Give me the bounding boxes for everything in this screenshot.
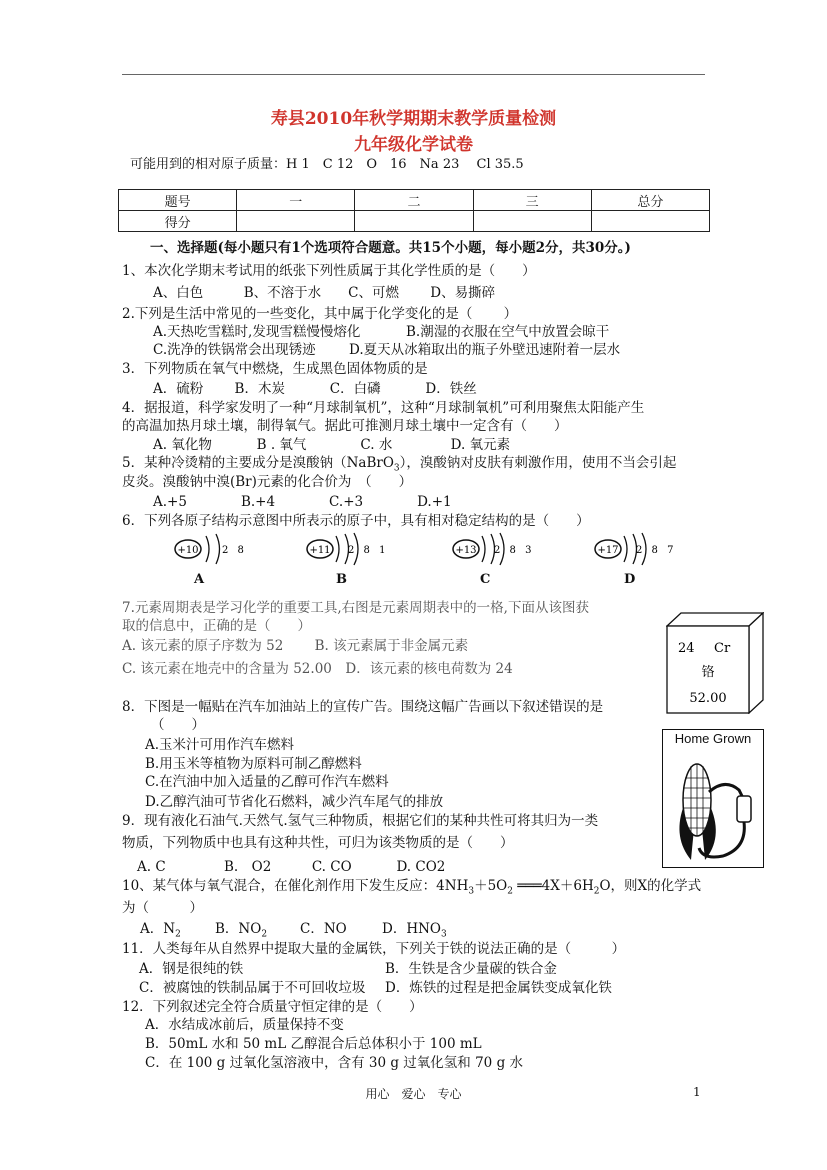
q10-option-c: C．NO bbox=[300, 921, 347, 937]
q12-option-b: B．50mL 水和 50 mL 乙醇混合后总体积小于 100 mL bbox=[145, 1036, 482, 1052]
exam-subtitle: 九年级化学试卷 bbox=[354, 135, 473, 155]
electron-shells: 2 8 1 bbox=[348, 545, 389, 556]
score-input-cell bbox=[237, 211, 355, 232]
q5-subscript: 3 bbox=[393, 463, 400, 474]
page-number: 1 bbox=[693, 1085, 701, 1099]
section-title: 一、选择题(每小题只有1个选项符合题意。共15个小题，每小题2分，共30分。) bbox=[150, 240, 631, 256]
nucleus-charge: +11 bbox=[309, 545, 331, 556]
electron-shells: 2 8 7 bbox=[636, 545, 677, 556]
q10-text: ═══4X＋6H bbox=[513, 878, 594, 894]
q10-subscript: 2 bbox=[507, 886, 513, 897]
atom-label-b: B bbox=[336, 572, 347, 587]
q7-line4: C. 该元素在地壳中的含量为 52.00 D．该元素的核电荷数为 24 bbox=[122, 661, 513, 677]
home-grown-ad bbox=[662, 729, 764, 868]
nucleus-charge: +13 bbox=[455, 545, 477, 556]
q2-option-c: C.洗净的铁锅常会出现锈迹 bbox=[153, 342, 316, 358]
q10-line1 bbox=[122, 874, 701, 897]
q9-line2: 物质，下列物质中也具有这种共性，可归为该类物质的是（ ） bbox=[122, 835, 514, 851]
table-cell: 三 bbox=[473, 190, 591, 211]
q5-line2: 皮炎。溴酸钠中溴(Br)元素的化合价为 （ ） bbox=[122, 474, 413, 490]
exam-title: 寿县2010年秋学期期末教学质量检测 bbox=[270, 109, 557, 129]
atom-label-a: A bbox=[194, 572, 205, 587]
atom-diagram-c bbox=[448, 530, 538, 568]
q10-line2: 为（ ） bbox=[122, 900, 203, 916]
q8-option-d: D.乙醇汽油可节省化石燃料，减少汽车尾气的排放 bbox=[145, 794, 444, 810]
q11-option-d: D．炼铁的过程是把金属铁变成氧化铁 bbox=[385, 980, 612, 996]
q12-option-a: A．水结成冰前后，质量保持不变 bbox=[145, 1017, 344, 1033]
table-row bbox=[119, 211, 710, 232]
q2-option-d: D.夏天从冰箱取出的瓶子外壁迅速附着一层水 bbox=[349, 342, 621, 358]
atomic-mass: 52.00 bbox=[689, 691, 727, 706]
atomic-masses: 可能用到的相对原子质量：H 1 C 12 O 16 Na 23 Cl 35.5 bbox=[130, 157, 524, 172]
q5-text: 5．某种冷烫精的主要成分是溴酸钠（NaBrO bbox=[122, 455, 394, 471]
table-row bbox=[119, 190, 710, 211]
q7-line1: 7.元素周期表是学习化学的重要工具,右图是元素周期表中的一格,下面从该图获 bbox=[122, 600, 589, 616]
q8-option-c: C.在汽油中加入适量的乙醇可作汽车燃料 bbox=[145, 774, 389, 790]
q5-options: A.+5 B.+4 C.+3 D.+1 bbox=[153, 494, 452, 510]
q2-stem: 2.下列是生活中常见的一些变化，其中属于化学变化的是（ ） bbox=[122, 306, 518, 322]
q4-line2: 的高温加热月球土壤，制得氧气。据此可推测月球土壤中一定含有（ ） bbox=[122, 418, 568, 434]
q1-stem: 1、本次化学期末考试用的纸张下列性质属于其化学性质的是（ ） bbox=[122, 263, 536, 279]
q8-line1: 8．下图是一幅贴在汽车加油站上的宣传广告。围绕这幅广告画以下叙述错误的是 bbox=[122, 699, 604, 715]
q2-option-a: A.天热吃雪糕时,发现雪糕慢慢熔化 bbox=[153, 324, 361, 340]
electron-shells: 2 8 bbox=[222, 545, 247, 556]
score-table bbox=[118, 189, 710, 232]
q7-line3: A. 该元素的原子序数为 52 B. 该元素属于非金属元素 bbox=[122, 638, 469, 654]
atom-diagram-d bbox=[590, 530, 680, 568]
q10-subscript: 2 bbox=[261, 929, 268, 940]
q10-text: O，则X的化学式 bbox=[599, 878, 702, 894]
q11-option-a: A．钢是很纯的铁 bbox=[139, 961, 244, 977]
q8-option-b: B.用玉米等植物为原料可制乙醇燃料 bbox=[145, 756, 362, 772]
q10-subscript: 2 bbox=[593, 886, 600, 897]
atomic-number: 24 bbox=[678, 641, 695, 656]
q11-option-b: B．生铁是含少量碳的铁合金 bbox=[385, 961, 557, 977]
q10-subscript: 3 bbox=[468, 886, 475, 897]
ad-title: Home Grown bbox=[674, 731, 752, 746]
score-input-cell bbox=[591, 211, 709, 232]
element-symbol: Cr bbox=[714, 641, 731, 656]
table-cell: 题号 bbox=[119, 190, 237, 211]
page-footer: 用心 爱心 专心 bbox=[365, 1087, 462, 1101]
q4-line1: 4．据报道，科学家发明了一种“月球制氧机”，这种“月球制氧机”可利用聚焦太阳能产生 bbox=[122, 400, 645, 416]
q10-opt: D．HNO bbox=[382, 921, 441, 937]
q6-stem: 6．下列各原子结构示意图中所表示的原子中，具有相对稳定结构的是（ ） bbox=[122, 513, 590, 529]
q12-stem: 12．下列叙述完全符合质量守恒定律的是（ ） bbox=[122, 999, 423, 1015]
q10-opt: B．NO bbox=[215, 921, 262, 937]
q10-text: ＋5O bbox=[474, 878, 508, 894]
q9-options: A. C B. O2 C. CO D. CO2 bbox=[137, 859, 446, 875]
q3-options: A．硫粉 B．木炭 C．白磷 D．铁丝 bbox=[153, 381, 477, 397]
q10-subscript: 2 bbox=[175, 929, 181, 940]
q5-text: ），溴酸钠对皮肤有刺激作用，使用不当会引起 bbox=[399, 455, 677, 471]
q11-stem: 11．人类每年从自然界中提取大量的金属铁，下列关于铁的说法正确的是（ ） bbox=[122, 941, 626, 957]
atom-diagram-a bbox=[170, 530, 260, 568]
q2-option-b: B.潮湿的衣服在空气中放置会晾干 bbox=[406, 324, 610, 340]
table-cell: 得分 bbox=[119, 211, 237, 232]
q10-subscript: 3 bbox=[440, 929, 447, 940]
score-input-cell bbox=[355, 211, 473, 232]
q4-options: A. 氧化物 B . 氧气 C. 水 D. 氧元素 bbox=[153, 437, 511, 453]
atom-label-d: D bbox=[624, 572, 636, 587]
element-name: 铬 bbox=[701, 665, 715, 680]
q8-option-a: A.玉米汁可用作汽车燃料 bbox=[145, 737, 295, 753]
electron-shells: 2 8 3 bbox=[494, 545, 535, 556]
q7-line2: 取的信息中，正确的是（ ） bbox=[122, 618, 311, 634]
periodic-element-card bbox=[666, 612, 764, 714]
q3-stem: 3．下列物质在氧气中燃烧，生成黑色固体物质的是 bbox=[122, 361, 428, 377]
table-cell: 二 bbox=[355, 190, 473, 211]
q10-opt: A．N bbox=[140, 921, 176, 937]
q10-text: 10、某气体与氧气混合，在催化剂作用下发生反应：4NH bbox=[122, 878, 469, 894]
atom-label-c: C bbox=[480, 572, 491, 587]
score-input-cell bbox=[473, 211, 591, 232]
table-cell: 总分 bbox=[591, 190, 709, 211]
q1-options: A、白色 B、不溶于水 C、可燃 D、易撕碎 bbox=[153, 285, 496, 301]
q8-line2: （ ） bbox=[151, 717, 205, 733]
corn-pump-icon bbox=[663, 748, 763, 866]
q11-option-c: C．被腐蚀的铁制品属于不可回收垃圾 bbox=[139, 980, 366, 996]
atom-diagram-b bbox=[302, 530, 392, 568]
table-cell: 一 bbox=[237, 190, 355, 211]
q9-line1: 9．现有液化石油气.天然气.氢气三种物质，根据它们的某种共性可将其归为一类 bbox=[122, 813, 599, 829]
nucleus-charge: +17 bbox=[597, 545, 619, 556]
header-rule bbox=[122, 74, 705, 75]
q12-option-c: C．在 100 g 过氧化氢溶液中，含有 30 g 过氧化氢和 70 g 水 bbox=[145, 1055, 523, 1071]
nucleus-charge: +10 bbox=[177, 545, 199, 556]
